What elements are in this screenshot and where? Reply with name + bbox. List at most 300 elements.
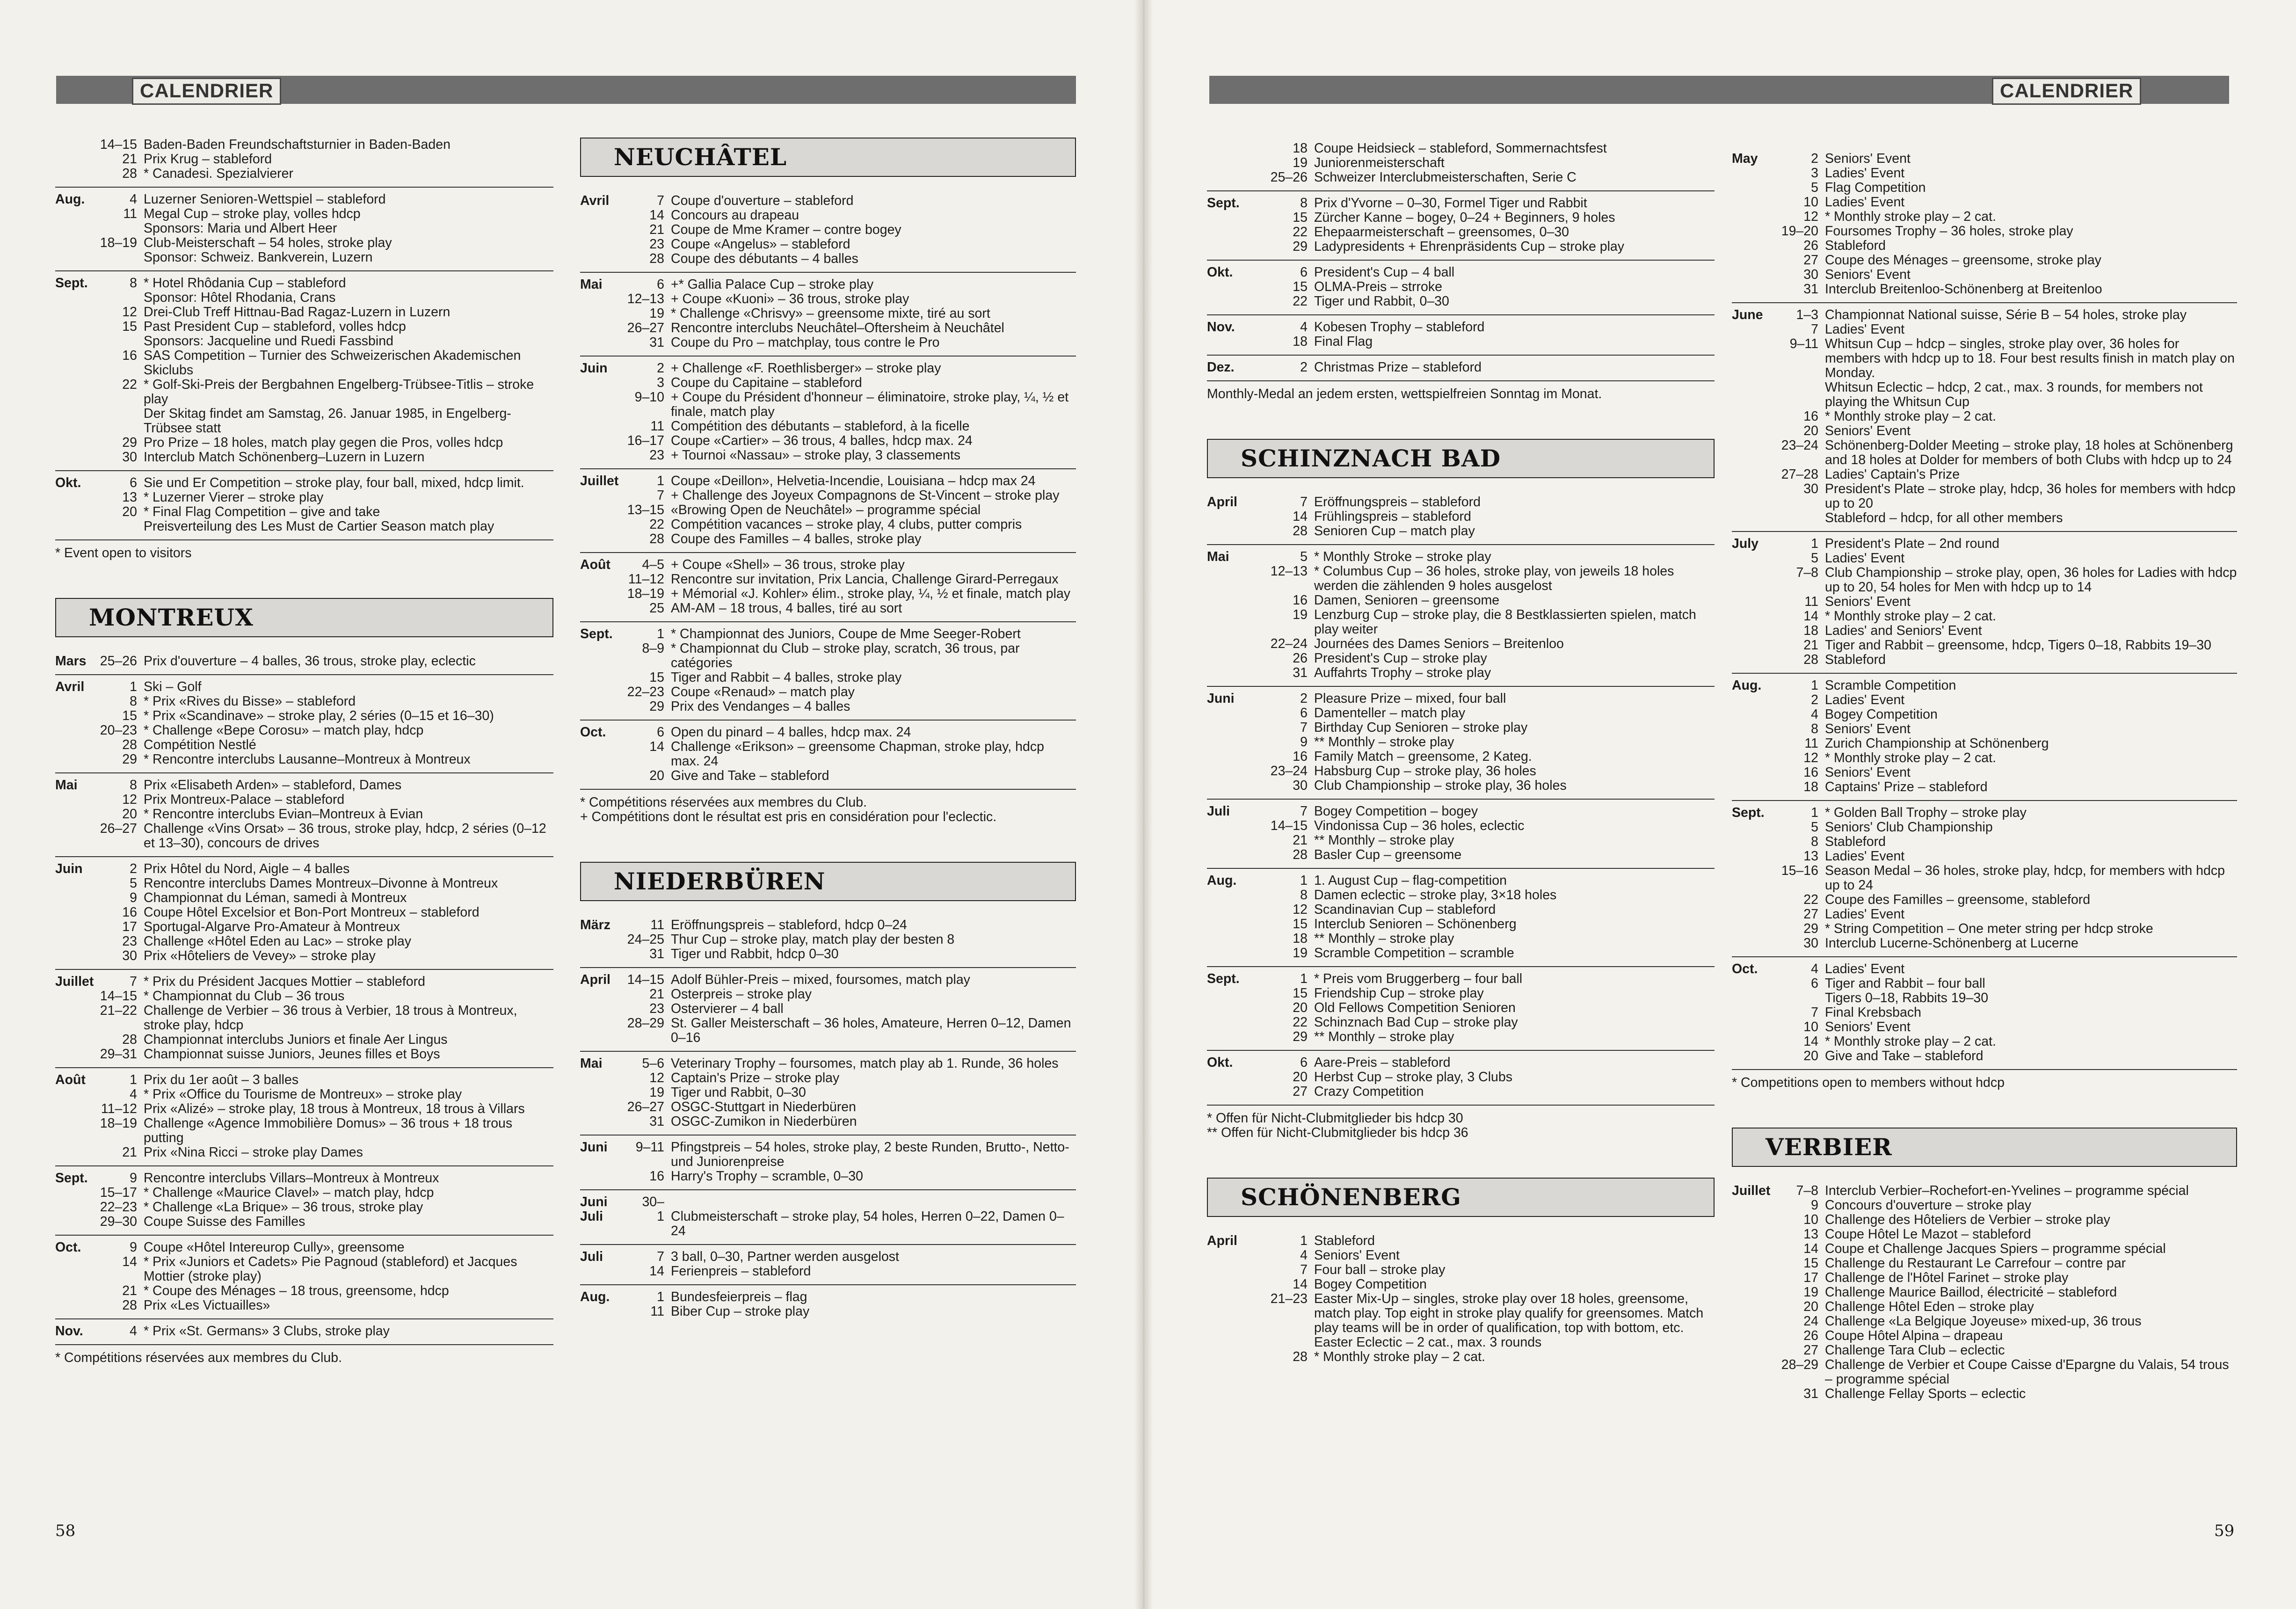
calendar-entry xyxy=(620,587,1076,601)
left-column-1 xyxy=(55,133,553,1365)
calendar-entry xyxy=(620,223,1076,237)
entry-text: Eröffnungspreis – stableford xyxy=(1314,495,1481,510)
entry-text: Prix des Vendanges – 4 balles xyxy=(671,699,850,714)
entry-text: Prix Montreux-Palace – stableford xyxy=(144,792,345,807)
entry-date: 12 xyxy=(122,305,137,320)
entry-text: President's Cup – 4 ball xyxy=(1314,265,1455,280)
entry-text: * Columbus Cup – 36 holes, stroke play, von jeweils 18 holes werden die zählenden 9 holes ausgelost xyxy=(1314,564,1674,593)
entry-date: 26–27 xyxy=(627,320,664,335)
entry-text: Final Flag xyxy=(1314,334,1373,349)
entry-date: 1–3 xyxy=(1796,307,1818,322)
entry-list xyxy=(620,361,1076,463)
entry-date: 5 xyxy=(1300,549,1308,564)
entry-date: 27–28 xyxy=(1781,467,1818,482)
entry-date: 14 xyxy=(649,739,664,754)
calendar-entry xyxy=(95,192,553,207)
entry-date: 27 xyxy=(1293,1084,1308,1099)
calendar-entry xyxy=(1258,196,1715,211)
entry-list xyxy=(1258,550,1715,680)
entry-date: 12 xyxy=(122,792,137,807)
book-gutter xyxy=(1134,0,1153,1609)
entry-date: 7 xyxy=(657,1249,664,1264)
calendar-entry xyxy=(620,740,1076,769)
month-section xyxy=(1207,191,1715,261)
entry-date: 29–31 xyxy=(100,1047,137,1062)
entry-text: Rencontre interclubs Dames Montreux–Divonne à Montreux xyxy=(144,876,498,891)
month-label: Mai xyxy=(580,1056,603,1071)
entry-date: 21–22 xyxy=(100,1003,137,1018)
entry-date: 11 xyxy=(123,206,137,221)
calendar-entry xyxy=(1774,849,2237,864)
month-label: Juillet xyxy=(55,974,94,989)
entry-date: 15–16 xyxy=(1781,863,1818,878)
right-column-1 xyxy=(1207,137,1715,1370)
entry-text: * Canadesi. Spezialvierer xyxy=(144,166,293,181)
month-section xyxy=(1207,1229,1715,1370)
month-section xyxy=(1207,800,1715,869)
calendar-entry xyxy=(1774,253,2237,268)
entry-list xyxy=(95,862,553,963)
entry-text: Harry's Trophy – scramble, 0–30 xyxy=(671,1169,863,1184)
club-section xyxy=(1207,1178,1715,1370)
entry-date: 7–8 xyxy=(1796,565,1818,580)
entry-date: 19–20 xyxy=(1781,224,1818,239)
calendar-entry xyxy=(95,738,553,752)
calendar-entry xyxy=(620,390,1076,419)
entry-text: Scramble Competition xyxy=(1825,678,1956,693)
calendar-entry xyxy=(1258,360,1715,375)
entry-date: 14–15 xyxy=(100,137,137,152)
entry-text: Coupe des Familles – 4 balles, stroke play xyxy=(671,531,922,546)
entry-text: Basler Cup – greensome xyxy=(1314,847,1462,862)
month-label: Avril xyxy=(55,679,85,694)
calendar-entry xyxy=(1258,946,1715,961)
calendar-entry xyxy=(620,1290,1076,1304)
calendar-entry xyxy=(1258,637,1715,651)
entry-date: 16 xyxy=(1803,409,1818,424)
entry-list xyxy=(1258,1234,1715,1364)
entry-text: Coupe Hôtel Alpina – drapeau xyxy=(1825,1328,2003,1343)
month-label: Juli xyxy=(580,1249,603,1264)
entry-date: 29 xyxy=(649,699,664,714)
entry-text: Damen, Senioren – greensome xyxy=(1314,593,1500,608)
entry-text: Coupe «Renaud» – match play xyxy=(671,684,855,699)
entry-date: 14 xyxy=(1803,1241,1818,1256)
calendar-entry xyxy=(95,949,553,963)
calendar-entry xyxy=(1774,922,2237,936)
entry-text: Foursomes Trophy – 36 holes, stroke play xyxy=(1825,224,2073,239)
entry-text: Tiger und Rabbit, 0–30 xyxy=(671,1085,806,1100)
entry-text: Prix Hôtel du Nord, Aigle – 4 balles xyxy=(144,861,350,876)
entry-text: Prix d'ouverture – 4 balles, 36 trous, stroke play, eclectic xyxy=(144,654,476,669)
calendar-entry xyxy=(620,434,1076,448)
entry-text: Crazy Competition xyxy=(1314,1084,1424,1099)
entry-date: 10 xyxy=(1803,1019,1818,1034)
calendar-entry xyxy=(95,1171,553,1186)
calendar-entry xyxy=(1258,932,1715,946)
entry-date: 26–27 xyxy=(100,821,137,836)
entry-list xyxy=(95,654,553,669)
calendar-entry xyxy=(95,723,553,738)
calendar-entry xyxy=(95,436,553,450)
entry-date: 18 xyxy=(1803,623,1818,638)
calendar-entry xyxy=(1258,1248,1715,1263)
entry-date: 2 xyxy=(1300,360,1308,375)
entry-text: + Challenge «F. Roethlisberger» – stroke play xyxy=(671,361,941,376)
entry-date: 15 xyxy=(1803,1256,1818,1271)
calendar-entry xyxy=(1258,265,1715,280)
month-label: June xyxy=(1732,307,1763,322)
entry-text: Scramble Competition – scramble xyxy=(1314,946,1514,961)
entry-text: Prix du 1er août – 3 balles xyxy=(144,1072,299,1087)
entry-date: 9 xyxy=(1300,735,1308,750)
month-label: Dez. xyxy=(1207,360,1235,375)
calendar-entry xyxy=(95,450,553,465)
calendar-entry xyxy=(95,490,553,505)
entry-date: 27 xyxy=(1803,1343,1818,1358)
entry-text: Coupe «Cartier» – 36 trous, 4 balles, hdcp max. 24 xyxy=(671,433,973,448)
entry-date: 25–26 xyxy=(100,654,137,669)
entry-date: 11 xyxy=(650,917,664,932)
entry-text: * Monthly stroke play – 2 cat. xyxy=(1825,609,1996,624)
entry-list xyxy=(95,975,553,1062)
entry-date: 31 xyxy=(649,1114,664,1129)
entry-date: 6 xyxy=(657,725,664,740)
entry-text: Past President Cup – stableford, volles hdcp Sponsors: Jacqueline und Ruedi Fassbind xyxy=(144,319,406,349)
entry-date: 29 xyxy=(1803,921,1818,936)
month-label: Juillet xyxy=(1732,1183,1771,1198)
calendar-entry xyxy=(95,505,553,534)
entry-text: Challenge Fellay Sports – eclectic xyxy=(1825,1386,2026,1401)
entry-date: 29 xyxy=(122,435,137,450)
calendar-entry xyxy=(95,934,553,949)
club-section xyxy=(1207,439,1715,1140)
entry-date: 13 xyxy=(1803,849,1818,864)
entry-date: 10 xyxy=(1803,1212,1818,1227)
entry-text: Pleasure Prize – mixed, four ball xyxy=(1314,691,1506,706)
entry-text: Compétition Nestlé xyxy=(144,737,256,752)
entry-date: 9–11 xyxy=(1789,336,1818,351)
month-label: April xyxy=(1207,1233,1237,1248)
calendar-entry xyxy=(620,376,1076,390)
entry-date: 7 xyxy=(1300,1262,1308,1277)
entry-date: 1 xyxy=(130,679,137,694)
calendar-entry xyxy=(95,276,553,305)
entry-date: 14–15 xyxy=(100,989,137,1004)
entry-text: Challenge de Verbier – 36 trous à Verbier, 18 trous à Montreux, stroke play, hdcp xyxy=(144,1003,517,1033)
entry-date: 21 xyxy=(122,152,137,167)
month-section xyxy=(1207,545,1715,687)
entry-text: Coupe des Ménages – greensome, stroke play xyxy=(1825,253,2101,268)
calendar-entry xyxy=(1774,806,2237,820)
entry-text: * Prix «Juniors et Cadets» Pie Pagnoud (stableford) et Jacques Mottier (stroke play) xyxy=(144,1254,517,1284)
calendar-entry xyxy=(620,1195,1076,1238)
entry-date: 14 xyxy=(122,1254,137,1269)
month-label: Sept. xyxy=(55,276,88,291)
calendar-entry xyxy=(620,685,1076,699)
entry-text: Ladies' Captain's Prize xyxy=(1825,467,1960,482)
club-title: VERBIER xyxy=(1732,1128,2237,1167)
month-section xyxy=(55,1068,553,1166)
calendar-entry xyxy=(620,1056,1076,1071)
entry-text: Seniors' Event xyxy=(1825,1019,1911,1034)
page-number: 59 xyxy=(2214,1522,2235,1540)
entry-date: 13 xyxy=(1803,1227,1818,1242)
entry-text: ** Monthly – stroke play xyxy=(1314,931,1454,946)
entry-date: 29 xyxy=(122,752,137,767)
club-section xyxy=(1732,147,2237,1090)
entry-text: Bundesfeierpreis – flag xyxy=(671,1289,807,1304)
entry-date: 18 xyxy=(1293,931,1308,946)
month-section xyxy=(1207,137,1715,191)
calendar-entry xyxy=(1774,566,2237,595)
entry-date: 11 xyxy=(650,1304,664,1319)
entry-date: 19 xyxy=(1293,946,1308,961)
entry-date: 8 xyxy=(130,778,137,793)
calendar-entry xyxy=(1774,322,2237,337)
entry-date: 15 xyxy=(1293,917,1308,932)
calendar-entry xyxy=(1258,888,1715,903)
calendar-entry xyxy=(95,1073,553,1087)
entry-date: 9–11 xyxy=(635,1140,664,1155)
entry-date: 18–19 xyxy=(100,1116,137,1131)
club-section xyxy=(1207,137,1715,401)
calendar-entry xyxy=(1258,510,1715,524)
entry-list xyxy=(1774,152,2237,297)
month-label: Août xyxy=(55,1072,86,1087)
entry-text: ** Monthly – stroke play xyxy=(1314,1029,1454,1044)
calendar-entry xyxy=(620,1016,1076,1045)
entry-date: 28 xyxy=(1293,847,1308,862)
month-label: Okt. xyxy=(1207,265,1233,280)
entry-date: 19 xyxy=(1293,155,1308,170)
calendar-entry xyxy=(1774,166,2237,181)
entry-text: Easter Mix-Up – singles, stroke play over 18 holes, greensome, match play. Top eight in stroke play qualify for greensomes. Match play teams will be in order of qualification, top with bottom, etc. Easter Eclectic – 2 cat., max. 3 rounds xyxy=(1314,1291,1704,1350)
month-label: Mai xyxy=(55,778,78,793)
entry-date: 23 xyxy=(122,934,137,949)
calendar-entry xyxy=(1774,210,2237,224)
entry-date: 30 xyxy=(122,948,137,963)
entry-date: 7–8 xyxy=(1796,1183,1818,1198)
entry-date: 7 xyxy=(130,974,137,989)
month-label: Aug. xyxy=(1207,873,1237,888)
month-section xyxy=(1732,532,2237,674)
entry-date: 6 xyxy=(1811,976,1818,991)
month-label: April xyxy=(1207,495,1237,510)
entry-text: Ladies' Event xyxy=(1825,322,1905,337)
entry-date: 24 xyxy=(1803,1314,1818,1329)
month-section xyxy=(580,721,1076,790)
entry-text: Seniors' Event xyxy=(1825,151,1911,166)
entry-list xyxy=(1258,196,1715,254)
month-label xyxy=(55,138,95,181)
calendar-entry xyxy=(95,793,553,807)
calendar-entry xyxy=(1774,424,2237,438)
calendar-entry xyxy=(1258,280,1715,294)
calendar-entry xyxy=(620,918,1076,932)
club-section xyxy=(55,133,553,561)
month-section xyxy=(55,857,553,970)
entry-date: 15 xyxy=(122,708,137,723)
entry-date: 19 xyxy=(1293,607,1308,622)
entry-date: 21 xyxy=(649,222,664,237)
entry-text: Journées des Dames Seniors – Breitenloo xyxy=(1314,636,1564,651)
entry-date: 10 xyxy=(1803,195,1818,210)
entry-date: 16 xyxy=(1293,593,1308,608)
calendar-entry xyxy=(1258,1015,1715,1030)
entry-date: 28–29 xyxy=(627,1016,664,1031)
entry-text: Biber Cup – stroke play xyxy=(671,1304,810,1319)
entry-text: Seniors' Event xyxy=(1825,423,1911,438)
calendar-entry xyxy=(1774,268,2237,282)
calendar-entry xyxy=(1258,1277,1715,1292)
month-label xyxy=(1207,141,1258,185)
entry-text: Seniors' Event xyxy=(1314,1248,1400,1263)
entry-date: 21 xyxy=(649,987,664,1002)
calendar-entry xyxy=(95,989,553,1004)
entry-list xyxy=(95,476,553,534)
entry-text: Vindonissa Cup – 36 holes, eclectic xyxy=(1314,818,1525,833)
entry-date: 1 xyxy=(1300,971,1308,986)
entry-text: Prix d'Yvorne – 0–30, Formel Tiger und Rabbit xyxy=(1314,196,1587,211)
calendar-entry xyxy=(1774,181,2237,195)
entry-date: 19 xyxy=(649,306,664,321)
entry-text: * String Competition – One meter string per hdcp stroke xyxy=(1825,921,2153,936)
entry-date: 14 xyxy=(649,208,664,223)
calendar-entry xyxy=(620,1169,1076,1184)
entry-date: 14–15 xyxy=(1270,818,1308,833)
entry-text: Luzerner Senioren-Wettspiel – stableford xyxy=(144,192,386,207)
month-label: Aug. xyxy=(1732,678,1762,693)
calendar-entry xyxy=(1258,764,1715,779)
entry-text: Prix «Nina Ricci – stroke play Dames xyxy=(144,1145,363,1160)
calendar-entry xyxy=(620,208,1076,223)
month-label: Sept. xyxy=(55,1171,88,1186)
entry-text: Bogey Competition xyxy=(1314,1277,1427,1292)
entry-text: «Browing Open de Neuchâtel» – programme spécial xyxy=(671,502,981,517)
entry-date: 1 xyxy=(657,626,664,641)
entry-text: President's Plate – 2nd round xyxy=(1825,536,2000,551)
month-section xyxy=(580,1136,1076,1190)
entry-date: 12–13 xyxy=(1270,564,1308,579)
month-section xyxy=(580,1285,1076,1325)
calendar-entry xyxy=(1774,638,2237,653)
entry-date: 11 xyxy=(650,419,664,434)
entry-date: 29 xyxy=(1293,239,1308,254)
entry-text: * Prix «Office du Tourisme de Montreux» – stroke play xyxy=(144,1087,462,1102)
calendar-entry xyxy=(95,1186,553,1200)
month-label: Oct. xyxy=(55,1240,81,1255)
entry-text: Ladies' and Seniors' Event xyxy=(1825,623,1982,638)
entry-text: Kobesen Trophy – stableford xyxy=(1314,320,1485,335)
calendar-entry xyxy=(1258,156,1715,170)
calendar-entry xyxy=(1258,692,1715,706)
entry-text: Ferienpreis – stableford xyxy=(671,1264,811,1279)
calendar-entry xyxy=(1774,707,2237,722)
footnote: * Compétitions réservées aux membres du Club. xyxy=(55,1350,342,1365)
entry-list xyxy=(620,1290,1076,1319)
entry-date: 4 xyxy=(130,1087,137,1102)
entry-date: 7 xyxy=(657,488,664,503)
entry-date: 28 xyxy=(649,251,664,266)
entry-text: Tiger und Rabbit, hdcp 0–30 xyxy=(671,946,839,961)
entry-date: 4 xyxy=(130,1324,137,1339)
entry-date: 22 xyxy=(1293,225,1308,240)
entry-date: 20 xyxy=(122,504,137,519)
entry-date: 20 xyxy=(1803,1299,1818,1314)
calendar-entry xyxy=(95,138,553,152)
calendar-entry xyxy=(1258,874,1715,888)
month-section xyxy=(1207,490,1715,545)
club-title: SCHÖNENBERG xyxy=(1207,1178,1715,1217)
calendar-entry xyxy=(620,1085,1076,1100)
entry-text: Open du pinard – 4 balles, hdcp max. 24 xyxy=(671,725,911,740)
calendar-entry xyxy=(95,709,553,723)
month-section xyxy=(55,970,553,1068)
entry-date: 22 xyxy=(649,517,664,532)
calendar-entry xyxy=(1774,609,2237,624)
entry-text: Osterpreis – stroke play xyxy=(671,987,812,1002)
calendar-entry xyxy=(620,474,1076,488)
entry-list xyxy=(1258,1056,1715,1099)
month-section xyxy=(580,469,1076,553)
entry-text: Ehepaarmeisterschaft – greensomes, 0–30 xyxy=(1314,225,1569,240)
entry-date: 31 xyxy=(1803,282,1818,297)
entry-date: 18 xyxy=(1293,334,1308,349)
month-section xyxy=(1207,315,1715,356)
entry-text: Challenge «Agence Immobilière Domus» – 36 trous + 18 trous putting xyxy=(144,1116,513,1145)
entry-date: 28 xyxy=(649,531,664,546)
calendar-entry xyxy=(95,1240,553,1255)
entry-date: 8 xyxy=(1811,721,1818,736)
calendar-entry xyxy=(620,448,1076,463)
entry-date: 6 xyxy=(130,475,137,490)
entry-text: Challenge «Hôtel Eden au Lac» – stroke play xyxy=(144,934,411,949)
entry-text: * Prix «St. Germans» 3 Clubs, stroke play xyxy=(144,1324,390,1339)
entry-date: 11 xyxy=(1804,594,1818,609)
entry-date: 17 xyxy=(122,919,137,934)
month-section xyxy=(580,273,1076,357)
entry-text: Coupe Hôtel Excelsior et Bon-Port Montreux – stableford xyxy=(144,905,480,920)
entry-date: 21 xyxy=(122,1145,137,1160)
entry-text: Championnat suisse Juniors, Jeunes filles et Boys xyxy=(144,1047,440,1062)
entry-date: 2 xyxy=(1811,692,1818,707)
calendar-entry xyxy=(1258,819,1715,833)
calendar-entry xyxy=(1774,736,2237,751)
calendar-entry xyxy=(1258,495,1715,510)
entry-text: Stableford xyxy=(1825,834,1886,849)
entry-date: 11–12 xyxy=(101,1101,137,1116)
month-section xyxy=(580,357,1076,469)
entry-date: 12 xyxy=(1803,750,1818,765)
entry-text: Give and Take – stableford xyxy=(671,768,829,783)
entry-text: Old Fellows Competition Senioren xyxy=(1314,1000,1516,1015)
entry-date: 28 xyxy=(122,1032,137,1047)
calendar-entry xyxy=(620,252,1076,266)
calendar-entry xyxy=(95,891,553,905)
entry-text: Tiger and Rabbit – greensome, hdcp, Tigers 0–18, Rabbits 19–30 xyxy=(1825,638,2211,653)
entry-date: 22–24 xyxy=(1270,636,1308,651)
entry-text: Seniors' Event xyxy=(1825,594,1911,609)
entry-date: 6 xyxy=(657,277,664,292)
entry-text: Tiger und Rabbit, 0–30 xyxy=(1314,294,1449,309)
calendar-entry xyxy=(95,1033,553,1047)
calendar-entry xyxy=(620,306,1076,321)
calendar-entry xyxy=(95,236,553,265)
calendar-entry xyxy=(620,1002,1076,1016)
entry-text: Prix «Elisabeth Arden» – stableford, Dames xyxy=(144,778,402,793)
entry-text: Clubmeisterschaft – stroke play, 54 holes, Herren 0–22, Damen 0–24 xyxy=(671,1209,1064,1238)
